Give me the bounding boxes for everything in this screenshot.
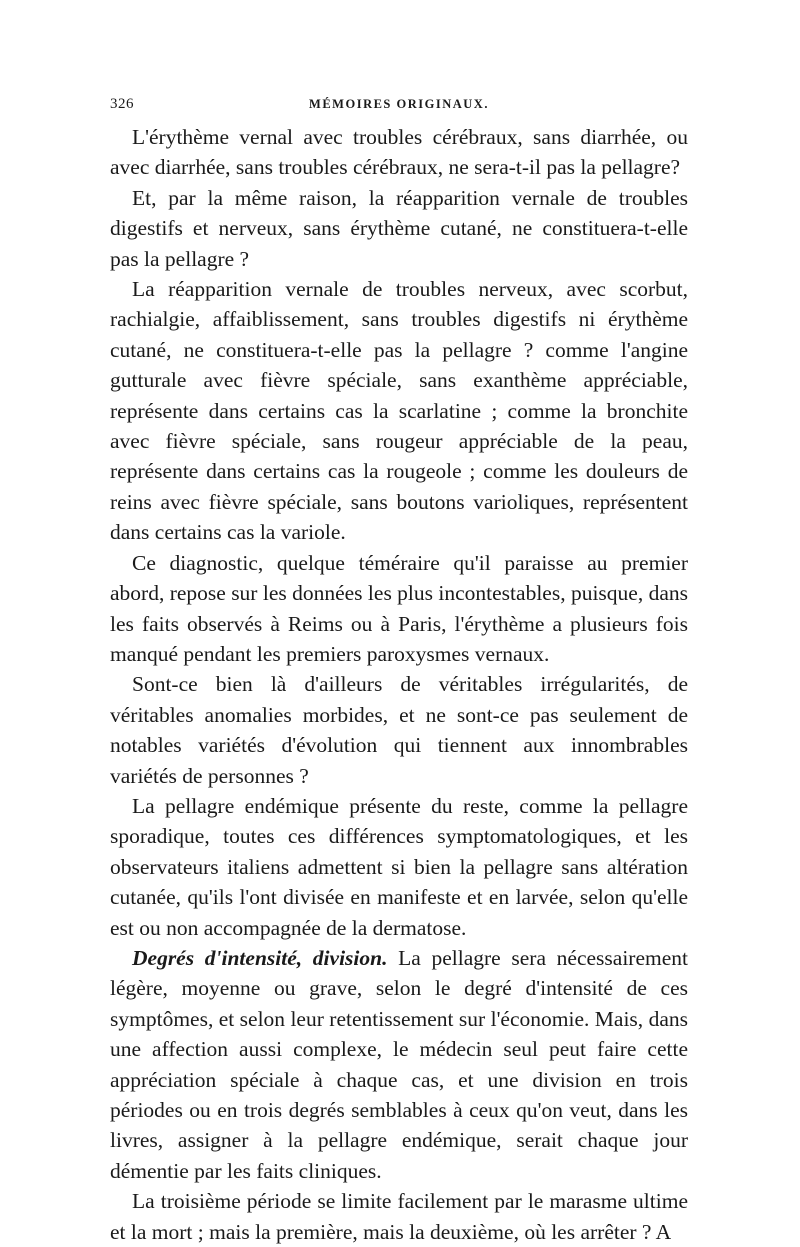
paragraph: Et, par la même raison, la réapparition vernale de troubles digestifs et nerveux, sans érythème cutané, ne constituera-t-elle pas la pellagre ? xyxy=(110,185,688,271)
paragraph: La réapparition vernale de troubles nerveux, avec scorbut, rachialgie, affaiblissement, sans troubles digestifs ni érythème cutané, ne constituera-t-elle pas la pellagre ? comme l'angine gutturale avec fièvre spéciale, sans exanthème appréciable, représente dans certains cas la scarlatine ; comme la bronchite avec fièvre spéciale, sans rougeur appréciable de la peau, représente dans certains cas la rougeole ; comme les douleurs de reins avec fièvre spéciale, sans boutons varioliques, représentent dans certains cas la variole. xyxy=(110,277,688,545)
paragraph: La pellagre endémique présente du reste, comme la pellagre sporadique, toutes ces différences symptomatologiques, et les observateurs italiens admettent si bien la pellagre sans altération cutanée, qu'ils l'ont divisée en manifeste et en larvée, selon qu'elle est ou non accompagnée de la dermatose. xyxy=(110,793,688,940)
paragraph: Ce diagnostic, quelque téméraire qu'il paraisse au premier abord, repose sur les données les plus incontestables, puisque, dans les faits observés à Reims ou à Paris, l'érythème a plusieurs fois manqué pendant les premiers paroxysmes vernaux. xyxy=(110,550,688,666)
running-title: MÉMOIRES ORIGINAUX. xyxy=(309,97,489,111)
paragraph: L'érythème vernal avec troubles cérébraux, sans diarrhée, ou avec diarrhée, sans troubles cérébraux, ne sera-t-il pas la pellagre? xyxy=(110,125,688,180)
paragraph xyxy=(110,943,688,1186)
body-text xyxy=(110,122,688,1247)
section-heading: Degrés d'intensité, division. xyxy=(132,945,388,970)
running-head xyxy=(110,96,688,122)
page xyxy=(110,96,688,1247)
paragraph-text: La pellagre sera nécessairement légère, moyenne ou grave, selon le degré d'intensité de ces symptômes, et selon leur retentissement sur l'économie. Mais, dans une affection aussi complexe, le médecin seul peut faire cette appréciation spéciale à chaque cas, et une division en trois périodes ou en trois degrés semblables à ceux qu'on veut, dans les livres, assigner à la pellagre endémique, serait chaque jour démentie par les faits cliniques. xyxy=(110,945,688,1183)
paragraph: La troisième période se limite facilement par le marasme ultime et la mort ; mais la première, mais la deuxième, où les arrêter ? A xyxy=(110,1189,688,1244)
page-number: 326 xyxy=(110,96,134,112)
paragraph: Sont-ce bien là d'ailleurs de véritables irrégularités, de véritables anomalies morbides, et ne sont-ce pas seulement de notables variétés d'évolution qui tiennent aux innombrables variétés de personnes ? xyxy=(110,672,688,788)
